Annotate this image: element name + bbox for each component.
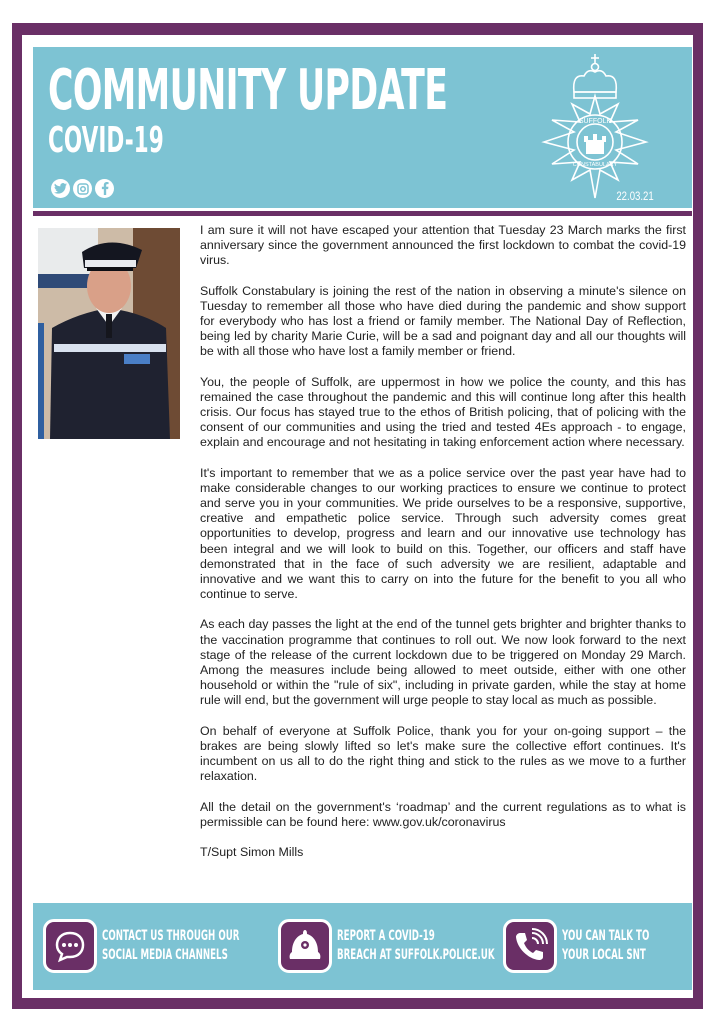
- issue-date: 22.03.21: [616, 189, 654, 203]
- signature: T/Supt Simon Mills: [200, 844, 304, 859]
- article-paragraph: I am sure it will not have escaped your attention that Tuesday 23 March marks the first anniversary since the government announced the first lockdown to combat the covid-19 virus.: [200, 223, 686, 268]
- footer-text: CONTACT US THROUGH OUR SOCIAL MEDIA CHANNELS: [102, 928, 240, 963]
- article-paragraph: It's important to remember that we as a police service over the past year have had to make considerable changes to our working practices to ensure we continue to protect and serve you in your communities. We pride ourselves to be a responsive, supportive, creative and empathetic police service. Through such adversity comes great opportunities to develop, progress and learn and our innovative use technology has been integral and we will look to build on this. Together, our officers and staff have demonstrated that in the face of such adversity we are resilient, adaptable and innovative and we want this to carry on into the future for the benefit to you all who continue to serve.: [200, 465, 686, 602]
- facebook-icon[interactable]: [95, 179, 114, 198]
- social-links: [51, 179, 114, 198]
- article-body: [200, 223, 686, 875]
- svg-text:SUFFOLK: SUFFOLK: [578, 118, 612, 125]
- svg-text:CONSTABULARY: CONSTABULARY: [572, 162, 618, 168]
- article-paragraph: You, the people of Suffolk, are uppermost in how we police the county, and this has remained the case throughout the pandemic and this will continue long after this health crisis. Our focus has stayed true to the ethos of British policing, that of policing with the consent of our communities and using the tried and tested 4Es approach - to engage, explain and encourage and not hesitating in taking enforcement action where necessary.: [200, 374, 686, 450]
- chat-bubble-icon: [43, 919, 97, 973]
- article-paragraph: As each day passes the light at the end of the tunnel gets brighter and brighter thanks to the vaccination programme that continues to roll out. We now look forward to the next stage of the release of the current lockdown due to be triggered on Monday 29 March. Among the measures include being allowed to meet outside, either with one other household or within the "rule of six", including in private garden, while the stay at home rule will end, but the government will urge people to stay local as much as possible.: [200, 617, 686, 708]
- suffolk-constabulary-crest-icon: [538, 52, 653, 202]
- twitter-icon[interactable]: [51, 179, 70, 198]
- page-title: COMMUNITY UPDATE: [48, 58, 448, 123]
- phone-icon: [503, 919, 557, 973]
- officer-photo: [38, 228, 180, 439]
- page-subtitle: COVID-19: [48, 120, 164, 161]
- article-paragraph: On behalf of everyone at Suffolk Police, thank you for your on-going support – the brakes are being slowly lifted so let's make sure the collective effort continues. It's incumbent on us all to do the right thing and stick to the rules as we move to a further relaxation.: [200, 723, 686, 784]
- header-divider: [33, 211, 692, 216]
- police-helmet-icon: [278, 919, 332, 973]
- footer-item-snt[interactable]: [503, 919, 703, 973]
- instagram-icon[interactable]: [73, 179, 92, 198]
- footer-text: REPORT A COVID-19 BREACH AT SUFFOLK.POLICE.UK: [337, 928, 495, 963]
- article-paragraph: Suffolk Constabulary is joining the rest of the nation in observing a minute's silence on Tuesday to remember all those who have died during the pandemic and show support for everybody who has lost a friend or family member. The National Day of Reflection, being led by charity Marie Curie, will be a sad and poignant day and all our thoughts will be with all those who have lost a family member or friend.: [200, 283, 686, 359]
- header-banner: [33, 47, 692, 208]
- article-paragraph: All the detail on the government's ‘roadmap’ and the current regulations as to what is permissible can be found here: www.gov.uk/coronavirus: [200, 799, 686, 829]
- footer-text: YOU CAN TALK TO YOUR LOCAL SNT: [562, 928, 650, 963]
- footer-banner: [33, 903, 692, 990]
